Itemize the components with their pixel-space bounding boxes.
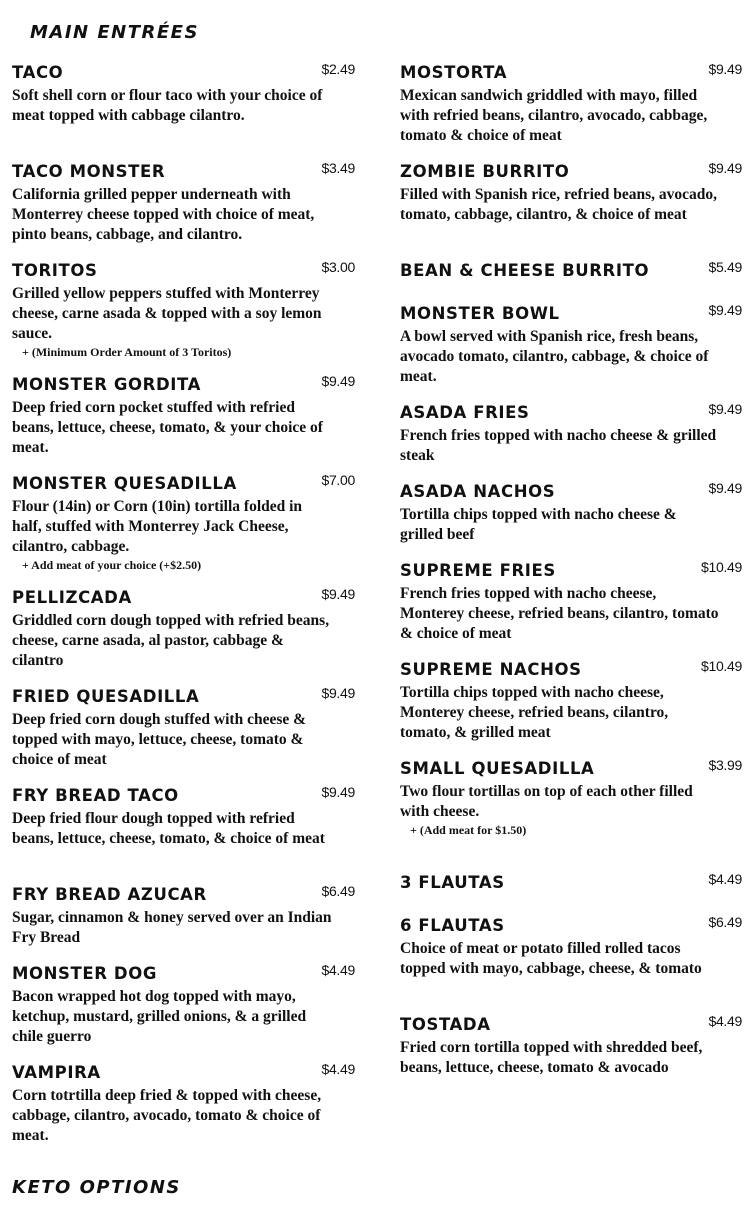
menu-item-header <box>400 915 742 937</box>
menu-item-price: $2.49 <box>321 61 355 77</box>
menu-item-note: + Add meat of your choice (+$2.50) <box>22 558 202 572</box>
menu-item-description: Deep fried corn dough stuffed with cheese & topped with mayo, lettuce, cheese, tomato & choice of meat <box>12 711 307 768</box>
menu-item-header <box>400 872 742 894</box>
menu-item-description: Bacon wrapped hot dog topped with mayo, ketchup, mustard, grilled onions, & a grilled chile guerro <box>12 988 307 1045</box>
menu-item-price: $3.99 <box>708 757 742 773</box>
menu-item-header <box>12 587 355 609</box>
menu-item <box>400 62 742 161</box>
menu-item-price: $9.49 <box>321 784 355 800</box>
menu-item-name: ZOMBIE BURRITO <box>400 162 570 181</box>
menu-item-header <box>400 161 742 183</box>
menu-item-name: MONSTER BOWL <box>400 304 560 323</box>
menu-item-price: $9.49 <box>321 685 355 701</box>
menu-item <box>12 62 355 161</box>
menu-item <box>12 374 355 473</box>
menu-item-name: FRY BREAD AZUCAR <box>12 885 207 904</box>
menu-item-description: Choice of meat or potato filled rolled tacos topped with mayo, cabbage, cheese, & tomato <box>400 940 702 977</box>
menu-item-price: $9.49 <box>708 302 742 318</box>
section-title-main-entrees: MAIN ENTRÉES <box>30 22 199 43</box>
menu-item-header <box>400 260 742 282</box>
menu-item <box>400 260 742 303</box>
menu-item-description: Corn totrtilla deep fried & topped with cheese, cabbage, cilantro, avocado, tomato & choice of meat. <box>12 1087 322 1144</box>
menu-item-description: Mexican sandwich griddled with mayo, filled with refried beans, cilantro, avocado, cabbage, tomato & choice of meat <box>400 87 708 144</box>
menu-item-price: $7.00 <box>321 472 355 488</box>
menu-item-header <box>400 1014 742 1036</box>
menu-item-header <box>12 785 355 807</box>
menu-item-price: $5.49 <box>708 259 742 275</box>
menu-item-price: $4.49 <box>321 1061 355 1077</box>
menu-item-description: Filled with Spanish rice, refried beans, avocado, tomato, cabbage, cilantro, & choice of meat <box>400 186 718 223</box>
menu-item-name: TACO <box>12 63 64 82</box>
menu-item-description: Fried corn tortilla topped with shredded beef, beans, lettuce, cheese, tomato & avocado <box>400 1039 703 1076</box>
menu-item-price: $10.49 <box>700 658 742 674</box>
menu-item-header <box>12 62 355 84</box>
menu-item-header <box>400 303 742 325</box>
menu-item <box>400 915 742 1014</box>
menu-item-description: Two flour tortillas on top of each other filled with cheese. <box>400 783 693 820</box>
menu-item-price: $9.49 <box>321 586 355 602</box>
menu-item-description: Griddled corn dough topped with refried beans, cheese, carne asada, al pastor, cabbage & cilantro <box>12 612 330 669</box>
menu-item-name: 3 FLAUTAS <box>400 873 505 892</box>
menu-item-header <box>400 402 742 424</box>
menu-item-price: $4.49 <box>708 1013 742 1029</box>
menu-item-description: Flour (14in) or Corn (10in) tortilla folded in half, stuffed with Monterrey Jack Cheese, cilantro, cabbage. <box>12 498 303 555</box>
menu-item-name: TOSTADA <box>400 1015 491 1034</box>
menu-item-name: 6 FLAUTAS <box>400 916 505 935</box>
menu-item-note: + (Add meat for $1.50) <box>410 823 527 837</box>
menu-item <box>400 303 742 402</box>
menu-item <box>400 872 742 915</box>
menu-item <box>400 560 742 659</box>
menu-item <box>12 785 355 884</box>
menu-item-description: Tortilla chips topped with nacho cheese & grilled beef <box>400 506 677 543</box>
menu-item-name: MONSTER QUESADILLA <box>12 474 237 493</box>
menu-item-price: $6.49 <box>321 883 355 899</box>
menu-item-header <box>400 62 742 84</box>
menu-item-price: $6.49 <box>708 914 742 930</box>
menu-item-name: FRIED QUESADILLA <box>12 687 200 706</box>
menu-item <box>12 1062 355 1162</box>
menu-item-price: $9.49 <box>321 373 355 389</box>
menu-item-note: + (Minimum Order Amount of 3 Toritos) <box>22 345 232 359</box>
menu-item-price: $3.49 <box>321 160 355 176</box>
menu-item-name: SMALL QUESADILLA <box>400 759 595 778</box>
menu-item-description: Soft shell corn or flour taco with your choice of meat topped with cabbage cilantro. <box>12 87 323 124</box>
menu-item <box>400 481 742 560</box>
menu-item-description: Deep fried flour dough topped with refried beans, lettuce, cheese, tomato, & choice of meat <box>12 810 325 847</box>
menu-item-description: French fries topped with nacho cheese & grilled steak <box>400 427 717 464</box>
menu-item-name: ASADA NACHOS <box>400 482 556 501</box>
menu-item-header <box>12 884 355 906</box>
menu-item <box>12 963 355 1062</box>
menu-item <box>400 1014 742 1104</box>
menu-item-header <box>400 560 742 582</box>
menu-item <box>12 884 355 963</box>
menu-item-name: BEAN & CHEESE BURRITO <box>400 261 650 280</box>
menu-item-price: $9.49 <box>708 61 742 77</box>
menu-item-name: VAMPIRA <box>12 1063 101 1082</box>
menu-item-name: MONSTER DOG <box>12 964 157 983</box>
menu-item <box>400 758 742 872</box>
menu-item-header <box>400 758 742 780</box>
menu-item-description: Grilled yellow peppers stuffed with Monterrey cheese, carne asada & topped with a soy lemon sauce. <box>12 285 322 342</box>
menu-item <box>400 402 742 481</box>
menu-item-description: Tortilla chips topped with nacho cheese, Monterey cheese, refried beans, cilantro, tomato, & grilled meat <box>400 684 669 741</box>
menu-item-price: $9.49 <box>708 160 742 176</box>
menu-item-price: $9.49 <box>708 401 742 417</box>
menu-item-header <box>400 481 742 503</box>
menu-item-header <box>12 260 355 282</box>
menu-item <box>12 473 355 587</box>
menu-item <box>400 659 742 758</box>
menu-column-left <box>12 62 355 1162</box>
menu-item-header <box>400 659 742 681</box>
menu-item-description: A bowl served with Spanish rice, fresh beans, avocado tomato, cilantro, cabbage, & choice of meat. <box>400 328 709 385</box>
menu-item <box>12 686 355 785</box>
menu-item-name: TACO MONSTER <box>12 162 166 181</box>
menu-item-description: French fries topped with nacho cheese, Monterey cheese, refried beans, cilantro, tomato & choice of meat <box>400 585 719 642</box>
menu-column-right <box>400 62 742 1104</box>
menu-item <box>400 161 742 260</box>
menu-item-header <box>12 686 355 708</box>
menu-item-price: $4.49 <box>708 871 742 887</box>
menu-item-name: SUPREME NACHOS <box>400 660 582 679</box>
menu-item <box>12 587 355 686</box>
menu-item-description: California grilled pepper underneath with Monterrey cheese topped with choice of meat, pinto beans, cabbage, and cilantro. <box>12 186 315 243</box>
menu-item-header <box>12 374 355 396</box>
menu-item-header <box>12 161 355 183</box>
menu-item-description: Deep fried corn pocket stuffed with refried beans, lettuce, cheese, tomato, & your choice of meat. <box>12 399 323 456</box>
menu-item-price: $9.49 <box>708 480 742 496</box>
menu-item-price: $10.49 <box>700 559 742 575</box>
menu-item-price: $4.49 <box>321 962 355 978</box>
menu-item-header <box>12 473 355 495</box>
menu-item-description: Sugar, cinnamon & honey served over an Indian Fry Bread <box>12 909 332 946</box>
menu-item-name: PELLIZCADA <box>12 588 132 607</box>
menu-item-name: MONSTER GORDITA <box>12 375 201 394</box>
menu-item-price: $3.00 <box>321 259 355 275</box>
menu-item-name: SUPREME FRIES <box>400 561 556 580</box>
section-title-keto-options: KETO OPTIONS <box>12 1177 181 1198</box>
menu-item-name: FRY BREAD TACO <box>12 786 179 805</box>
menu-item <box>12 161 355 260</box>
menu-item-header <box>12 963 355 985</box>
menu-item-name: ASADA FRIES <box>400 403 530 422</box>
menu-item <box>12 260 355 374</box>
menu-item-header <box>12 1062 355 1084</box>
menu-item-name: MOSTORTA <box>400 63 508 82</box>
menu-item-name: TORITOS <box>12 261 98 280</box>
